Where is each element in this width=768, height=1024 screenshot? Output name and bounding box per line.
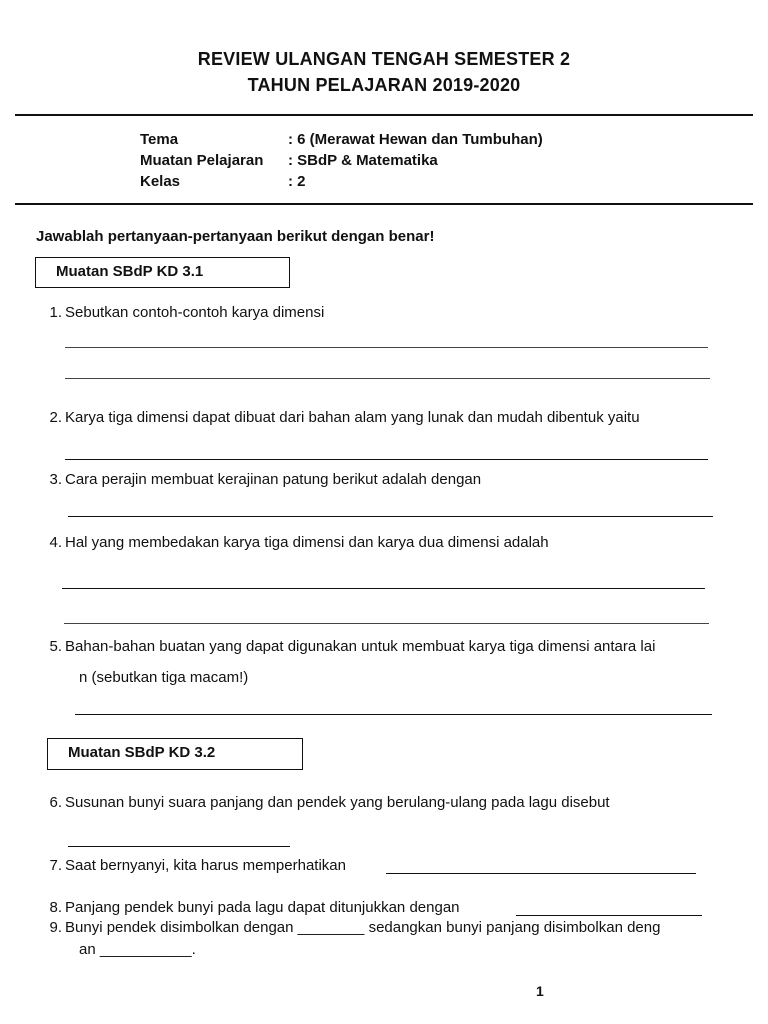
- question-number: 8.: [49, 899, 62, 916]
- question-number: 3.: [49, 471, 62, 488]
- question-text: Susunan bunyi suara panjang dan pendek yang berulang-ulang pada lagu disebut: [65, 794, 610, 811]
- instruction-text: Jawablah pertanyaan-pertanyaan berikut dengan benar!: [36, 228, 435, 245]
- question-number: 9.: [49, 919, 62, 936]
- page-subtitle: TAHUN PELAJARAN 2019-2020: [247, 75, 521, 95]
- answer-line: [386, 873, 696, 874]
- info-value-kelas: : 2: [288, 173, 306, 190]
- header-divider-bottom: [15, 203, 753, 205]
- answer-line: [62, 588, 705, 589]
- info-value-muatan: : SBdP & Matematika: [288, 152, 438, 169]
- section-box-kd-3-1: [35, 257, 290, 288]
- page-number: 1: [536, 983, 544, 999]
- answer-line: [68, 516, 713, 517]
- answer-line: [65, 347, 708, 348]
- question-text: Hal yang membedakan karya tiga dimensi dan karya dua dimensi adalah: [65, 534, 549, 551]
- section-title: Muatan SBdP KD 3.1: [56, 263, 204, 280]
- header-divider-top: [15, 114, 753, 116]
- answer-line: [516, 915, 702, 916]
- answer-line: [65, 378, 710, 379]
- question-text-continued: an ___________.: [79, 941, 196, 958]
- info-label-tema: Tema: [140, 131, 179, 148]
- question-number: 1.: [49, 304, 62, 321]
- question-number: 7.: [49, 857, 62, 874]
- question-text: Sebutkan contoh-contoh karya dimensi: [65, 304, 325, 321]
- question-number: 2.: [49, 409, 62, 426]
- answer-line: [75, 714, 712, 715]
- info-value-tema: : 6 (Merawat Hewan dan Tumbuhan): [288, 131, 543, 148]
- info-label-kelas: Kelas: [140, 173, 181, 190]
- answer-line: [64, 623, 709, 624]
- section-title: Muatan SBdP KD 3.2: [68, 744, 216, 761]
- question-text: Cara perajin membuat kerajinan patung berikut adalah dengan: [65, 471, 482, 488]
- answer-line: [68, 846, 290, 847]
- question-text-continued: n (sebutkan tiga macam!): [79, 669, 249, 686]
- question-text: Bunyi pendek disimbolkan dengan ________ sedangkan bunyi panjang disimbolkan deng: [65, 919, 661, 936]
- question-text: Karya tiga dimensi dapat dibuat dari bahan alam yang lunak dan mudah dibentuk yaitu: [65, 409, 640, 426]
- question-number: 5.: [49, 638, 62, 655]
- answer-line: [65, 459, 708, 460]
- question-number: 6.: [49, 794, 62, 811]
- question-number: 4.: [49, 534, 62, 551]
- question-text: Panjang pendek bunyi pada lagu dapat ditunjukkan dengan: [65, 899, 460, 916]
- info-label-muatan: Muatan Pelajaran: [140, 152, 264, 169]
- question-text: Saat bernyanyi, kita harus memperhatikan: [65, 857, 346, 874]
- section-box-kd-3-2: [47, 738, 303, 770]
- question-text: Bahan-bahan buatan yang dapat digunakan untuk membuat karya tiga dimensi antara lai: [65, 638, 656, 655]
- page-title: REVIEW ULANGAN TENGAH SEMESTER 2: [197, 49, 571, 69]
